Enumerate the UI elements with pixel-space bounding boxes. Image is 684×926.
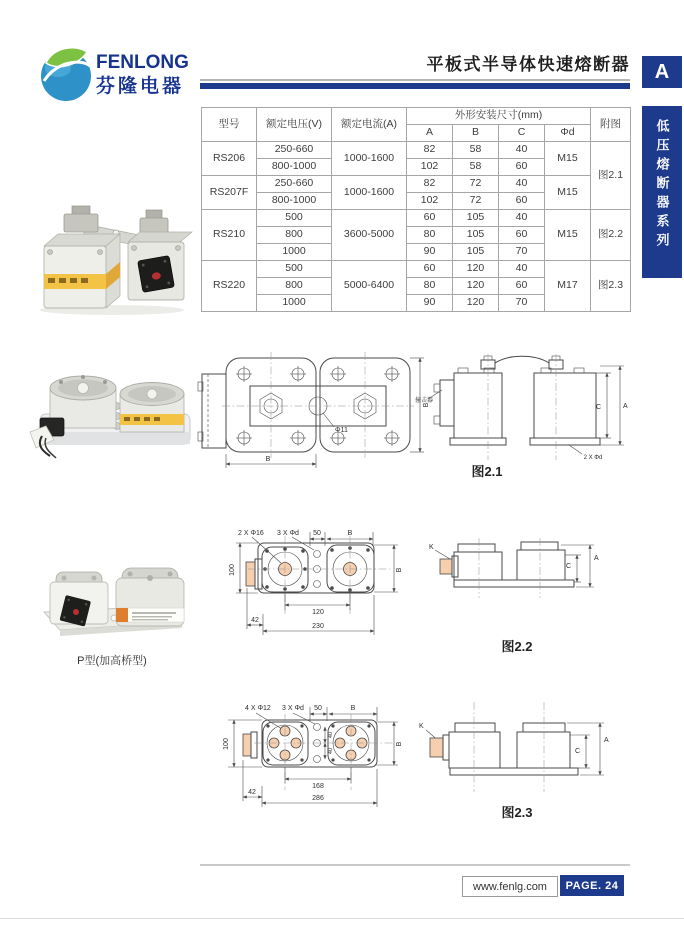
left-body [454, 552, 502, 580]
fig23-dim-42: 42 [248, 789, 256, 796]
series-sidebar [642, 106, 682, 278]
website-label: www.fenlg.com [462, 876, 558, 897]
right-fuse [128, 210, 192, 300]
product-photo-flat-fuse-pair [26, 366, 198, 458]
fig23-dim-168: 168 [312, 783, 324, 790]
cell-dim-a: 80 [407, 278, 453, 295]
fig21-top-view [198, 350, 430, 472]
terminal-tab [430, 738, 443, 757]
terminal-tab [246, 562, 255, 586]
cell-thread: M15 [545, 210, 591, 261]
col-header-model: 型号 [202, 108, 257, 142]
cell-voltage: 500 [257, 261, 332, 278]
fig23-dim-a: A [604, 737, 609, 744]
cell-dim-a: 102 [407, 159, 453, 176]
fig21-dim-b-bottom: B [265, 456, 271, 463]
fig21-dim-c: C [595, 404, 601, 411]
fig22-dim-c: C [565, 563, 571, 570]
col-header-current: 额定电流(A) [332, 108, 407, 142]
terminal-tab [243, 734, 251, 756]
fig22-hole-label-2: 3 X Φd [277, 530, 299, 537]
cell-voltage: 250-660 [257, 142, 332, 159]
cell-thread: M15 [545, 142, 591, 176]
page-bottom-border [0, 918, 684, 919]
cell-model: RS210 [202, 210, 257, 261]
fig23-dim-50: 50 [314, 705, 322, 712]
fig22-dim-230: 230 [312, 623, 324, 630]
cell-figure: 图2.2 [591, 210, 631, 261]
fig22-hole-label-1: 2 X Φ16 [238, 530, 264, 537]
footer-rule [200, 864, 630, 866]
cell-dim-b: 120 [453, 278, 499, 295]
cell-voltage: 1000 [257, 295, 332, 312]
cell-model: RS220 [202, 261, 257, 312]
col-header-figure: 附图 [591, 108, 631, 142]
right-fuse [116, 568, 184, 626]
cell-dim-b: 58 [453, 142, 499, 159]
cell-dim-c: 40 [499, 176, 545, 193]
col-header-voltage: 额定电压(V) [257, 108, 332, 142]
fig23-dim-b-right: B [396, 741, 403, 747]
cell-voltage: 1000 [257, 244, 332, 261]
cell-dim-a: 82 [407, 176, 453, 193]
fig22-caption: 图2.2 [501, 639, 533, 654]
cell-dim-a: 90 [407, 244, 453, 261]
product-photo-bridge-fuse [28, 200, 196, 318]
left-body [449, 732, 500, 768]
cell-thread: M15 [545, 176, 591, 210]
col-header-dim-c: C [499, 125, 545, 142]
fig23-dim-40-upper: 40 [328, 731, 334, 739]
fig23-dim-b-top: B [350, 705, 356, 712]
cell-dim-c: 60 [499, 159, 545, 176]
fig22-side-view [428, 538, 608, 604]
fig22-dim-b-right: B [396, 567, 403, 573]
col-header-dim-b: B [453, 125, 499, 142]
cell-current: 1000-1600 [332, 142, 407, 176]
fig21-bolt-label: 2 X Φd [583, 455, 603, 461]
cell-figure: 图2.3 [591, 261, 631, 312]
p-type-caption: P型(加高桥型) [77, 655, 147, 667]
table-row [202, 142, 631, 159]
cell-dim-c: 70 [499, 295, 545, 312]
header-rule-navy [200, 83, 630, 89]
fig22-dim-42: 42 [251, 617, 259, 624]
fig22-k-label: K [429, 544, 434, 551]
cell-dim-b: 120 [453, 295, 499, 312]
right-fuse [120, 383, 184, 433]
cell-dim-b: 120 [453, 261, 499, 278]
cell-current: 5000-6400 [332, 261, 407, 312]
striker-bracket [440, 380, 454, 426]
cell-model: RS206 [202, 142, 257, 176]
trip-indicator [137, 255, 174, 292]
section-letter-badge: A [642, 56, 682, 88]
left-fuse [44, 206, 120, 308]
fig22-dim-50: 50 [313, 530, 321, 537]
fig23-dim-286: 286 [312, 795, 324, 802]
fig21-striker-label: 撞击器 [415, 398, 434, 404]
cell-figure: 图2.1 [591, 142, 631, 210]
cell-voltage: 800-1000 [257, 159, 332, 176]
fig23-dim-100: 100 [223, 738, 230, 750]
fig22-top-view [204, 514, 408, 638]
table-row [202, 176, 631, 193]
cell-dim-b: 72 [453, 193, 499, 210]
product-photo-p-type [36, 556, 192, 648]
fig21-caption: 图2.1 [471, 464, 503, 479]
fig22-dim-a: A [594, 555, 599, 562]
fig23-k-label: K [419, 723, 424, 730]
cell-model: RS207F [202, 176, 257, 210]
right-body [534, 373, 596, 438]
fig23-hole-label-1: 4 X Φ12 [245, 705, 271, 712]
col-header-dim-d: Φd [545, 125, 591, 142]
cell-thread: M17 [545, 261, 591, 312]
fig23-dim-c: C [574, 748, 580, 755]
cell-voltage: 800 [257, 278, 332, 295]
fig22-dim-120: 120 [312, 609, 324, 616]
cell-dim-b: 105 [453, 227, 499, 244]
left-fuse [50, 572, 108, 627]
fig21-dim-b-right: B [423, 402, 430, 408]
col-header-dim-a: A [407, 125, 453, 142]
cell-dim-b: 72 [453, 176, 499, 193]
cell-dim-b: 105 [453, 244, 499, 261]
fig23-side-view [414, 700, 614, 800]
cell-dim-b: 105 [453, 210, 499, 227]
fenlong-logo [36, 42, 196, 104]
cell-current: 1000-1600 [332, 176, 407, 210]
cell-dim-b: 58 [453, 159, 499, 176]
cell-voltage: 800-1000 [257, 193, 332, 210]
table-row [202, 210, 631, 227]
spec-table [201, 107, 631, 312]
right-body [517, 732, 570, 768]
cell-current: 3600-5000 [332, 210, 407, 261]
cell-dim-c: 70 [499, 244, 545, 261]
cell-dim-a: 80 [407, 227, 453, 244]
cell-dim-a: 90 [407, 295, 453, 312]
page-title: 平板式半导体快速熔断器 [426, 55, 630, 74]
cell-dim-c: 40 [499, 142, 545, 159]
cell-dim-a: 102 [407, 193, 453, 210]
terminal-tab [440, 559, 452, 574]
cell-voltage: 800 [257, 227, 332, 244]
base-plate [450, 768, 578, 775]
cell-voltage: 250-660 [257, 176, 332, 193]
fig21-dim-a: A [623, 403, 628, 410]
fig23-hole-label-2: 3 X Φd [282, 705, 304, 712]
cell-dim-a: 60 [407, 210, 453, 227]
logo-text-cn: 芬隆电器 [96, 76, 185, 97]
side-bracket [202, 374, 226, 448]
cell-dim-c: 60 [499, 193, 545, 210]
fig22-dim-100: 100 [229, 564, 236, 576]
cell-dim-c: 60 [499, 278, 545, 295]
fig23-top-view [198, 690, 406, 810]
cell-voltage: 500 [257, 210, 332, 227]
logo-text-en: FENLONG [96, 52, 189, 73]
base-plate [454, 580, 574, 587]
cell-dim-c: 40 [499, 261, 545, 278]
table-row [202, 261, 631, 278]
fig22-dim-b-top: B [347, 530, 353, 537]
fig21-side-view [414, 354, 632, 466]
left-body [454, 373, 502, 438]
cell-dim-c: 60 [499, 227, 545, 244]
fig21-hole-label: Φ11 [335, 427, 348, 434]
page-number-badge: PAGE. 24 [560, 875, 624, 896]
cell-dim-a: 82 [407, 142, 453, 159]
col-header-dimensions: 外形安装尺寸(mm) [407, 108, 591, 125]
fig23-dim-40-lower: 40 [328, 747, 334, 755]
cell-dim-c: 40 [499, 210, 545, 227]
cell-dim-a: 60 [407, 261, 453, 278]
fig23-caption: 图2.3 [501, 805, 533, 820]
series-sidebar-label: 低压熔断器系列 [654, 119, 670, 252]
right-body [517, 550, 565, 580]
logo-globe-icon [41, 48, 91, 101]
header-rule-gray [200, 79, 630, 81]
bridge-arch [495, 356, 549, 363]
